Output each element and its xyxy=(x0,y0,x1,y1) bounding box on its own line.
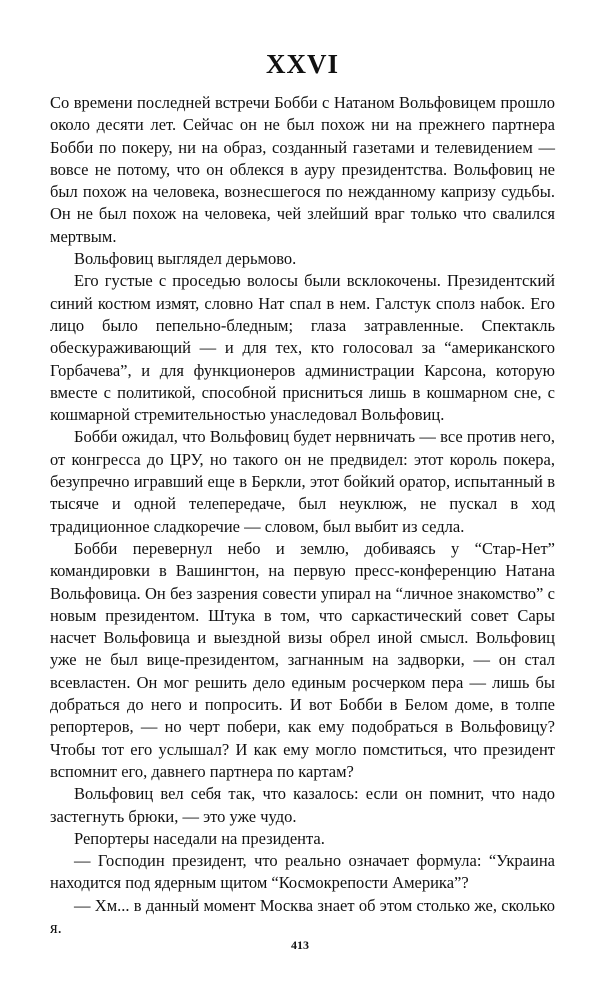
paragraph: Его густые с проседью волосы были всклокочены. Президентский синий костюм измят, словно Нат спал в нем. Галстук сполз набок. Его лицо было пепельно-бледным; глаза затравленные. Спектакль обескураживающий — и для тех, кто голосовал за “американского Горбачева”, и для функционеров администрации Карсона, которую вместе с политикой, способной присниться лишь в кошмарном сне, с кошмарной стремительностью унаследовал Вольфовиц. xyxy=(50,271,555,425)
paragraph: — Хм... в данный момент Москва знает об этом столько же, сколько я. xyxy=(50,895,555,937)
paragraph: Бобби ожидал, что Вольфовиц будет нервничать — все против него, от конгресса до ЦРУ, но такого он не предвидел: этот король покера, безупречно игравший еще в Беркли, этот бойкий оратор, испытанный в тысяче и одной телепередаче, был неуклюж, не пускал в ход традиционное сладкоречие — словом, был выбит из седла. xyxy=(50,427,555,536)
paragraph: Репортеры наседали на президента. xyxy=(74,828,325,848)
page-number: 413 xyxy=(291,938,309,952)
paragraph: Бобби перевернул небо и землю, добиваясь у “Стар-Нет” командировки в Вашингтон, на первую пресс-конференцию Натана Вольфовица. Он без зазрения совести упирал на “личное знакомство” с новым президентом. Штука в том, что саркастический совет Сары насчет Вольфовица и выездной визы обрел иной смысл. Вольфовиц уже не был вице-президентом, загнанным на задворки, — он стал всевластен. Он мог решить дело единым росчерком пера — лишь бы добраться до него и попросить. И вот Бобби в Белом доме, в толпе репортеров, — но черт побери, как ему подобраться в Вольфовицу? Чтобы тот его услышал? И как ему могло помститься, что президент вспомнит его, давнего партнера по картам? xyxy=(50,538,555,781)
chapter-body xyxy=(50,92,555,939)
paragraph: Со времени последней встречи Бобби с Натаном Вольфовицем прошло около десяти лет. Сейчас он не был похож ни на прежнего партнера Бобби по покеру, ни на образ, созданный газетами и телевидением — вовсе не потому, что он облекся в ауру президентства. Вольфовиц не был похож на человека, вознесшегося по нежданному капризу судьбы. Он не был похож на человека, чей злейший враг только что свалился мертвым. xyxy=(50,93,555,246)
book-page xyxy=(50,48,555,939)
chapter-title: XXVI xyxy=(265,49,339,79)
paragraph: Вольфовиц выглядел дерьмово. xyxy=(74,249,297,269)
paragraph: — Господин президент, что реально означает формула: “Украина находится под ядерным щитом “Космокрепости Америка”? xyxy=(50,851,555,893)
paragraph: Вольфовиц вел себя так, что казалось: если он помнит, что надо застегнуть брюки, — это уже чудо. xyxy=(50,784,555,826)
